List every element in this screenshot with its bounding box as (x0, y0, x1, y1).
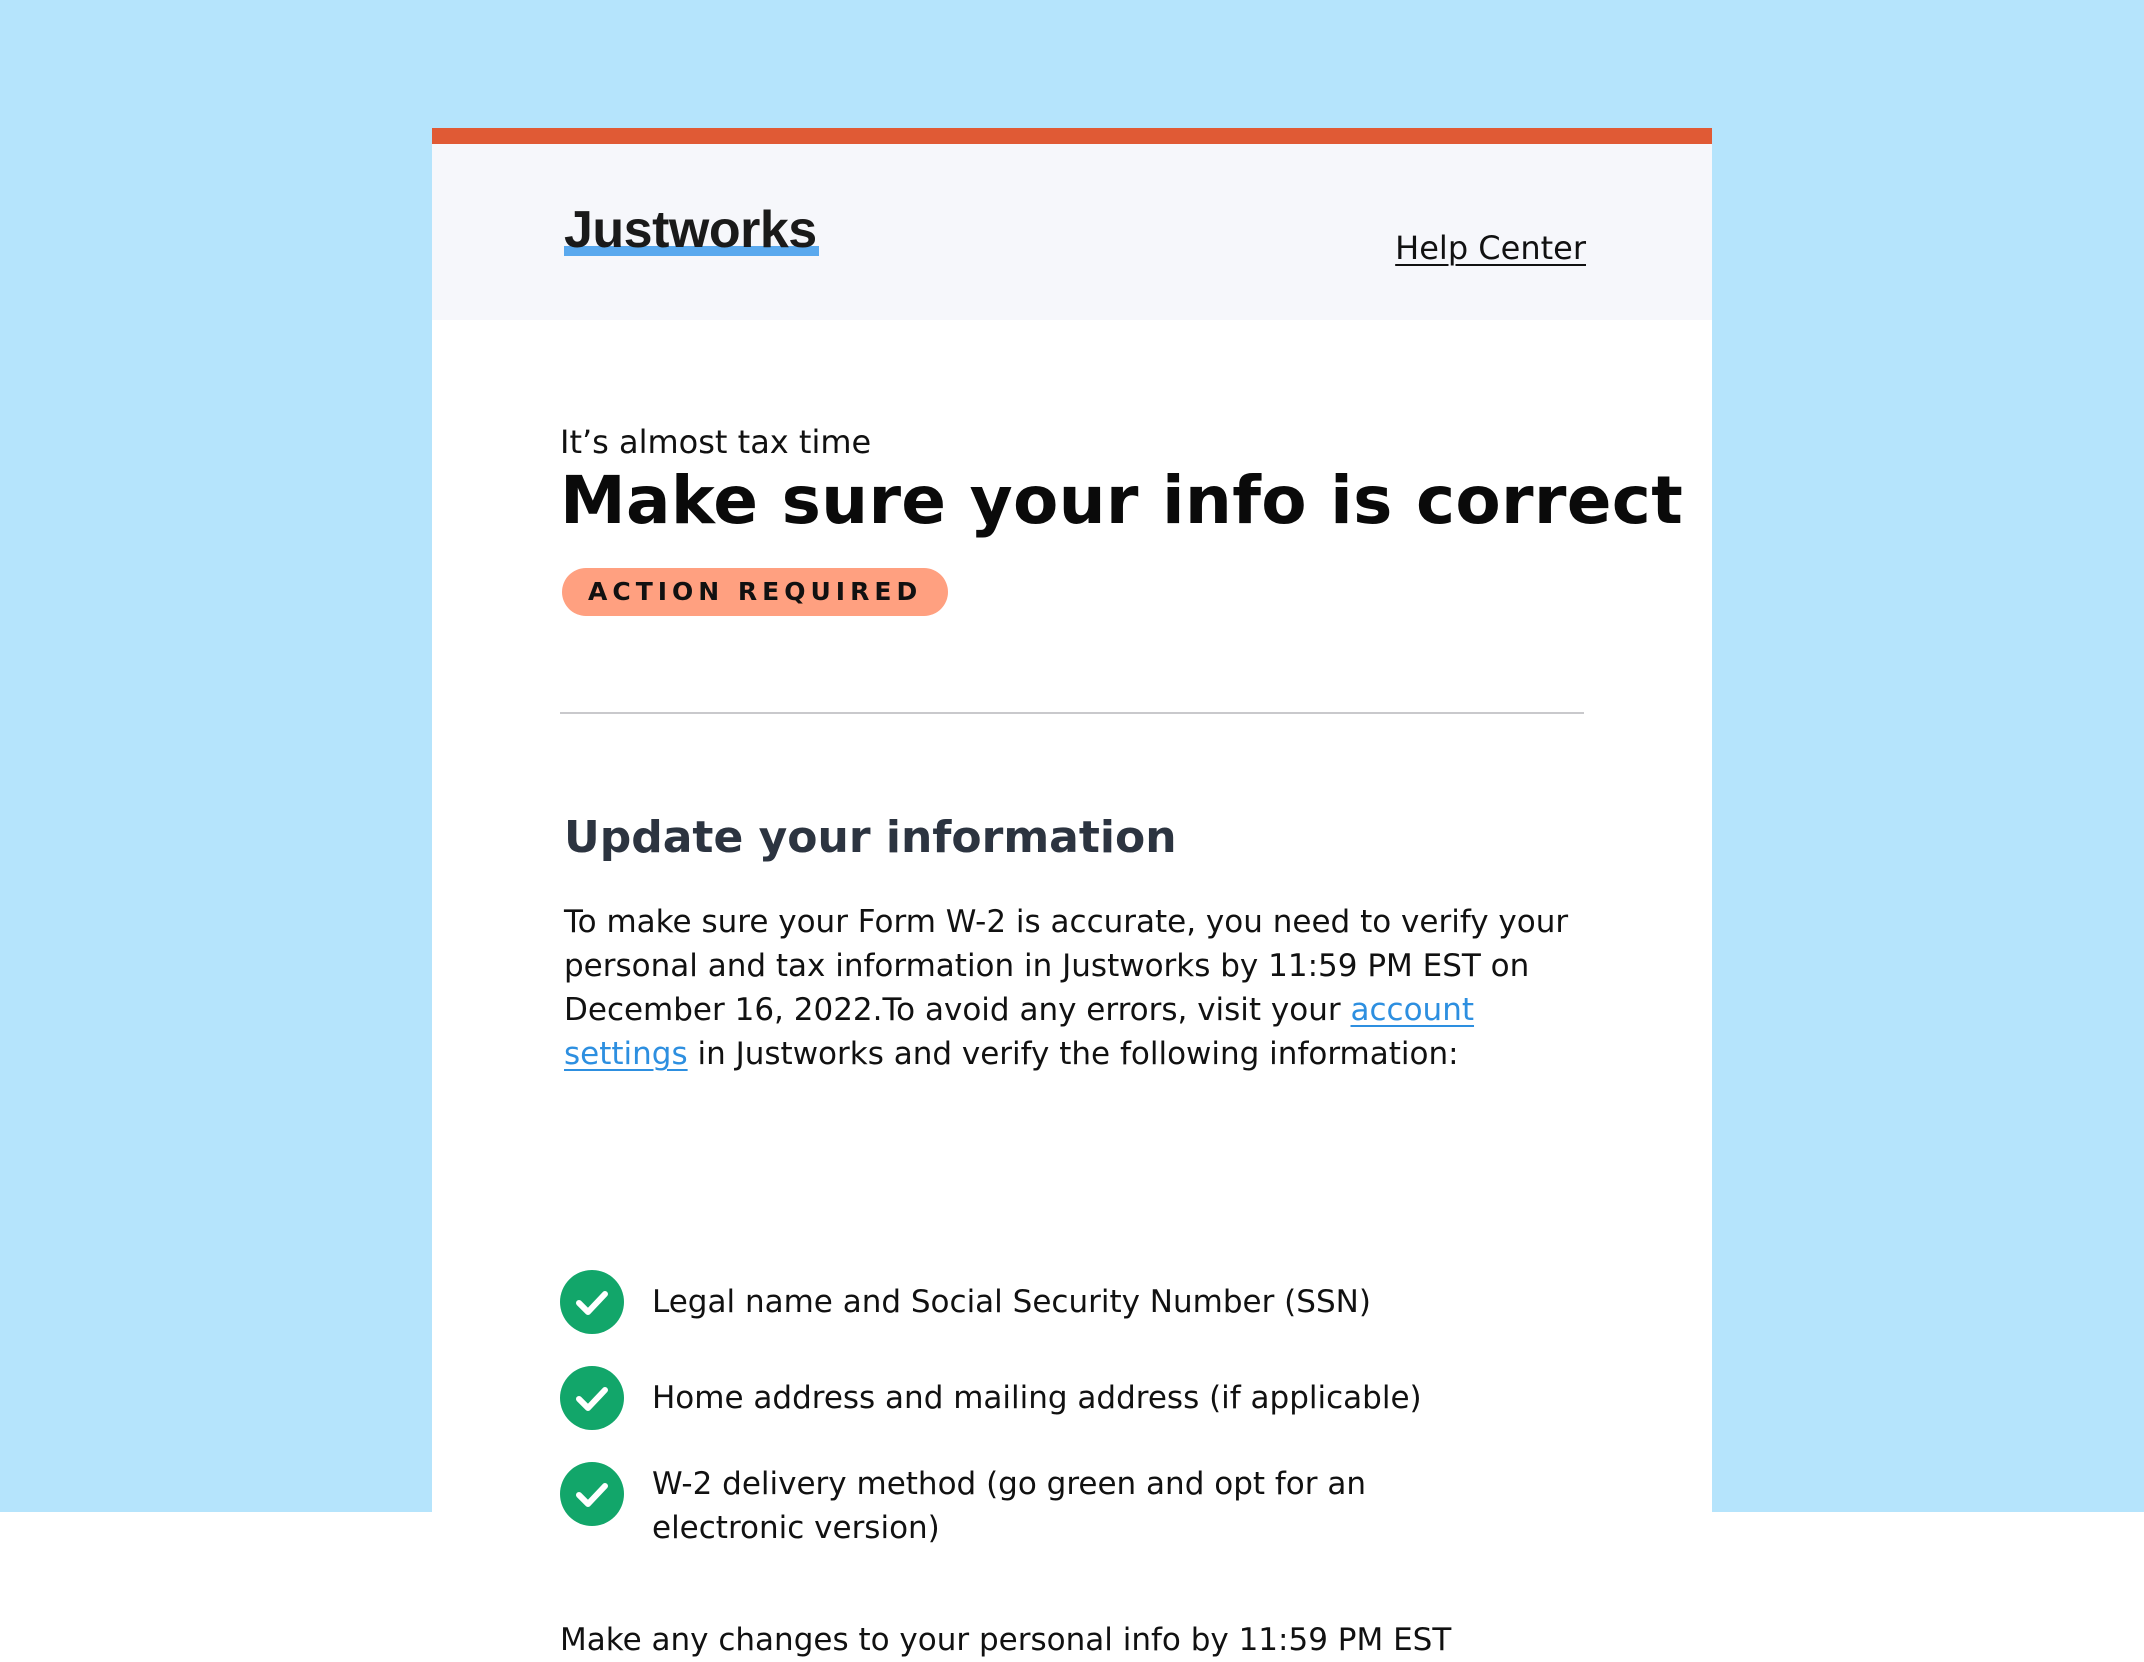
divider (560, 712, 1584, 714)
account-settings-link[interactable]: account settings (564, 992, 1475, 1072)
action-required-badge: ACTION REQUIRED (562, 568, 948, 616)
email-card (432, 128, 1712, 1658)
check-circle-icon (560, 1366, 624, 1430)
accent-bar (432, 128, 1712, 144)
checklist-item-text: Home address and mailing address (if applicable) (652, 1380, 1422, 1416)
page-title: Make sure your info is correct (560, 462, 1684, 539)
body-text-part2: in Justworks and verify the following information: (687, 1036, 1459, 1072)
checklist-item-text: Legal name and Social Security Number (SSN) (652, 1284, 1371, 1320)
footer-text: Make any changes to your personal info by 11:59 PM EST (560, 1622, 1452, 1658)
checklist-item-text: W-2 delivery method (go green and opt for an electronic version) (652, 1466, 1366, 1546)
eyebrow-text: It’s almost tax time (560, 423, 872, 461)
check-circle-icon (560, 1462, 624, 1526)
section-title: Update your information (564, 812, 1177, 863)
help-center-link[interactable]: Help Center (1395, 229, 1586, 267)
check-circle-icon (560, 1270, 624, 1334)
justworks-logo[interactable]: Justworks (564, 201, 817, 259)
body-paragraph (564, 900, 1584, 1076)
email-header (432, 144, 1712, 320)
body-text-part1: To make sure your Form W-2 is accurate, you need to verify your personal and tax information in Justworks by 11:59 PM EST on December 16, 2022.To avoid any errors, visit your (564, 904, 1569, 1028)
